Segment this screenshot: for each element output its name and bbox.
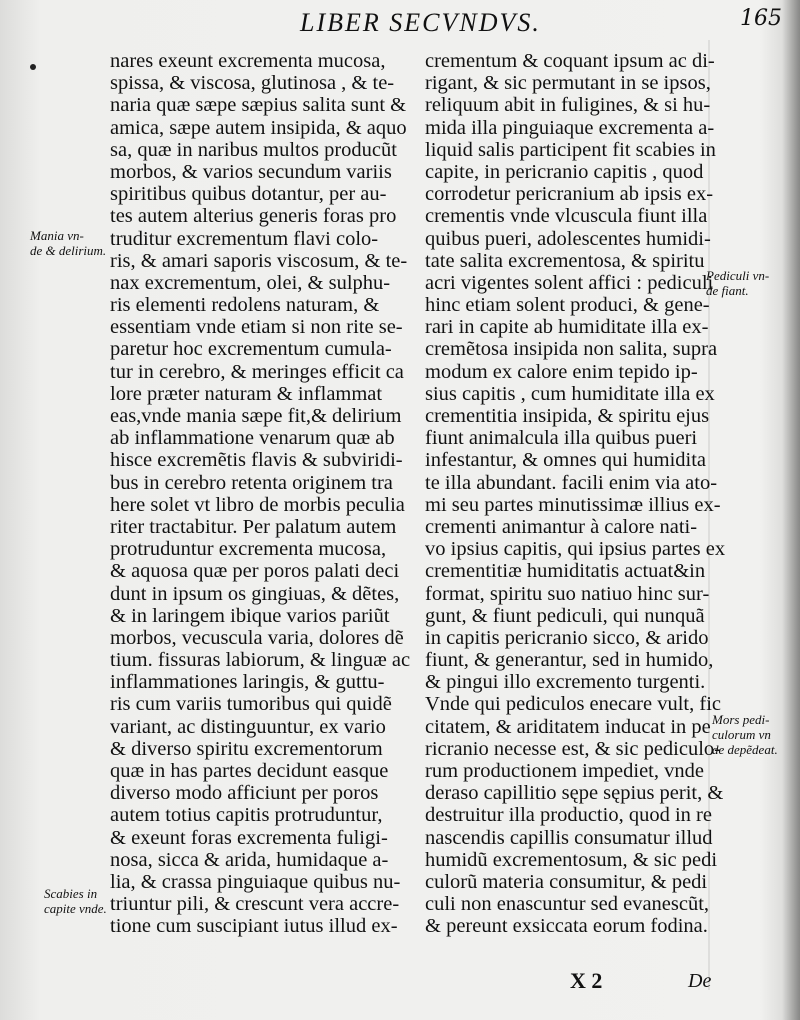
text-line: lia, & crassa pinguiaque quibus nu- xyxy=(110,870,401,893)
text-line: hisce excremẽtis flavis & subviridi- xyxy=(110,449,403,472)
margin-note-line: de fiant. xyxy=(706,283,749,298)
margin-note-line: culorum vn xyxy=(712,727,771,742)
text-line: nares exeunt excrementa mucosa, xyxy=(110,50,386,72)
text-line: sius capitis , cum humiditate illa ex xyxy=(425,382,715,405)
text-line: gunt, & fiunt pediculi, qui nunquã xyxy=(425,604,705,627)
text-line: humidũ excrementosum, & sic pedi xyxy=(425,848,718,871)
ink-spot xyxy=(30,64,36,70)
text-line: infestantur, & omnes qui humidita xyxy=(425,449,707,472)
text-line: morbos, & varios secundum variis xyxy=(110,160,392,183)
margin-note-line: de & delirium. xyxy=(30,243,107,258)
text-line: liquid salis participent fit scabies in xyxy=(425,138,716,161)
running-title: LIBER SECVNDVS. xyxy=(300,8,541,37)
text-line: hinc etiam solent produci, & gene- xyxy=(425,294,710,317)
text-line: nascendis capillis consumatur illud xyxy=(425,826,713,849)
text-line: here solet vt libro de morbis peculia xyxy=(110,493,405,516)
text-line: vo ipsius capitis, qui ipsius partes ex xyxy=(425,538,726,561)
left-text-column xyxy=(110,50,410,938)
margin-note-pediculi xyxy=(706,268,769,298)
text-line: truditur excrementum flavi colo- xyxy=(110,227,379,250)
margin-note-line: Mors pedi- xyxy=(712,712,770,727)
text-line: te illa abundant. facili enim via ato- xyxy=(425,471,718,494)
text-line: & exeunt foras excrementa fuligi- xyxy=(110,826,388,849)
text-line: bus in cerebro retenta originem tra xyxy=(110,471,393,494)
page-edge-shadow xyxy=(782,0,800,1020)
text-line: eas,vnde mania sæpe fit,& delirium xyxy=(110,405,402,427)
margin-note-scabies xyxy=(44,886,107,916)
text-line: tate salita excrementosa, & spiritu xyxy=(425,249,705,272)
text-line: triuntur pili, & crescunt vera accre- xyxy=(110,893,400,916)
text-line: tur in cerebro, & meringes efficit ca xyxy=(110,360,404,383)
margin-note-line: Pediculi vn- xyxy=(706,268,770,283)
text-line: paretur hoc excrementum cumula- xyxy=(110,338,392,361)
catchword: De xyxy=(688,970,712,992)
text-line: crementitiæ humiditatis actuat&in xyxy=(425,560,706,583)
text-line: variant, ac distinguuntur, ex vario xyxy=(110,715,386,738)
text-line: sa, quæ in naribus multos producũt xyxy=(110,138,397,161)
text-line: & in laringem ibique varios pariũt xyxy=(110,604,390,627)
margin-note-mors xyxy=(712,712,778,757)
text-line: destruitur illa productio, quod in re xyxy=(425,804,712,827)
text-line: autem totius capitis protruduntur, xyxy=(110,804,383,827)
text-line: reliquum abit in fuligines, & si hu- xyxy=(425,94,711,117)
text-line: spissa, & viscosa, glutinosa , & te- xyxy=(110,72,395,95)
text-line: lore præter naturam & inflammat xyxy=(110,382,383,405)
text-line: amica, sæpe autem insipida, & aquo xyxy=(110,116,407,139)
text-line: citatem, & ariditatem inducat in pe xyxy=(425,715,711,738)
text-line: naria quæ sæpe sæpius salita sunt & xyxy=(110,94,407,117)
text-line: ris cum variis tumoribus qui quidẽ xyxy=(110,693,392,716)
text-line: nosa, sicca & arida, humidaque a- xyxy=(110,848,389,871)
text-line: morbos, vecuscula varia, dolores dẽ xyxy=(110,626,404,649)
text-line: & pingui illo excremento turgenti. xyxy=(425,671,706,694)
text-line: tium. fissuras labiorum, & linguæ ac xyxy=(110,649,411,672)
text-line: mi seu partes minutissimæ illius ex- xyxy=(425,493,721,516)
text-line: fiunt animalcula illa quibus pueri xyxy=(425,427,698,450)
text-line: ricranio necesse est, & sic pediculo- xyxy=(425,737,721,760)
text-line: essentiam vnde etiam si non rite se- xyxy=(110,316,403,339)
text-line: dunt in ipsum os gingiuas, & dẽtes, xyxy=(110,582,400,605)
text-line: tes autem alterius generis foras pro xyxy=(110,205,397,228)
margin-note-mania xyxy=(30,228,106,258)
text-line: in capitis pericranio sicco, & arido xyxy=(425,626,709,649)
text-line: inflammationes laringis, & guttu- xyxy=(110,671,385,694)
text-line: mida illa pinguiaque excrementa a- xyxy=(425,116,715,139)
text-line: cremẽtosa insipida non salita, supra xyxy=(425,338,718,361)
text-line: modum ex calore enim tepido ip- xyxy=(425,360,698,383)
text-line: culorũ materia consumitur, & pedi xyxy=(425,870,708,893)
text-line: & pereunt exsiccata eorum fodina. xyxy=(425,915,708,938)
text-line: acri vigentes solent affici : pediculi xyxy=(425,271,714,294)
text-line: riter tractabitur. Per palatum autem xyxy=(110,515,397,538)
text-line: tione cum suscipiant iutus illud ex- xyxy=(110,915,398,938)
margin-note-line: Scabies in xyxy=(44,886,98,901)
text-line: diverso modo afficiunt per poros xyxy=(110,782,379,805)
text-line: corrodetur pericranium ab ipsis ex- xyxy=(425,183,714,206)
text-line: capite, in pericranio capitis , quod xyxy=(425,160,704,183)
text-line: culi non enascuntur sed evanescũt, xyxy=(425,893,710,916)
right-text-column xyxy=(425,50,726,938)
text-line: fiunt, & generantur, sed in humido, xyxy=(425,649,714,672)
text-line: quæ in has partes decidunt easque xyxy=(110,760,389,782)
text-line: rigant, & sic permutant in se ipsos, xyxy=(425,72,711,95)
text-line: rum productionem impediet, vnde xyxy=(425,760,704,782)
text-line: crementum & coquant ipsum ac di- xyxy=(425,50,715,72)
text-line: protruduntur excrementa mucosa, xyxy=(110,538,387,561)
page-number: 165 xyxy=(740,6,782,31)
text-line: ris elementi redolens naturam, & xyxy=(110,294,380,317)
text-line: spiritibus quibus dotantur, per au- xyxy=(110,183,387,206)
text-line: deraso capillitio sępe sępius perit, & xyxy=(425,782,724,805)
text-line: ab inflammatione venarum quæ ab xyxy=(110,427,395,450)
text-line: crementi animantur à calore nati- xyxy=(425,515,698,538)
text-line: crementis vnde vlcuscula fiunt illa xyxy=(425,205,708,228)
text-line: crementitia insipida, & spiritu ejus xyxy=(425,405,710,427)
margin-note-line: capite vnde. xyxy=(44,901,107,916)
text-line: & aquosa quæ per poros palati deci xyxy=(110,560,400,583)
text-line: ris, & amari saporis viscosum, & te- xyxy=(110,249,408,272)
text-line: rari in capite ab humiditate illa ex- xyxy=(425,316,709,339)
margin-note-line: Mania vn- xyxy=(30,228,84,243)
text-line: quibus pueri, adolescentes humidi- xyxy=(425,227,711,250)
signature-mark: X 2 xyxy=(570,968,603,993)
margin-note-line: de depẽdeat. xyxy=(712,742,778,757)
text-line: nax excrementum, olei, & sulphu- xyxy=(110,271,391,294)
text-line: Vnde qui pediculos enecare vult, fic xyxy=(425,693,721,716)
text-line: format, spiritu suo natiuo hinc sur- xyxy=(425,582,710,605)
text-line: & diverso spiritu excrementorum xyxy=(110,737,383,760)
